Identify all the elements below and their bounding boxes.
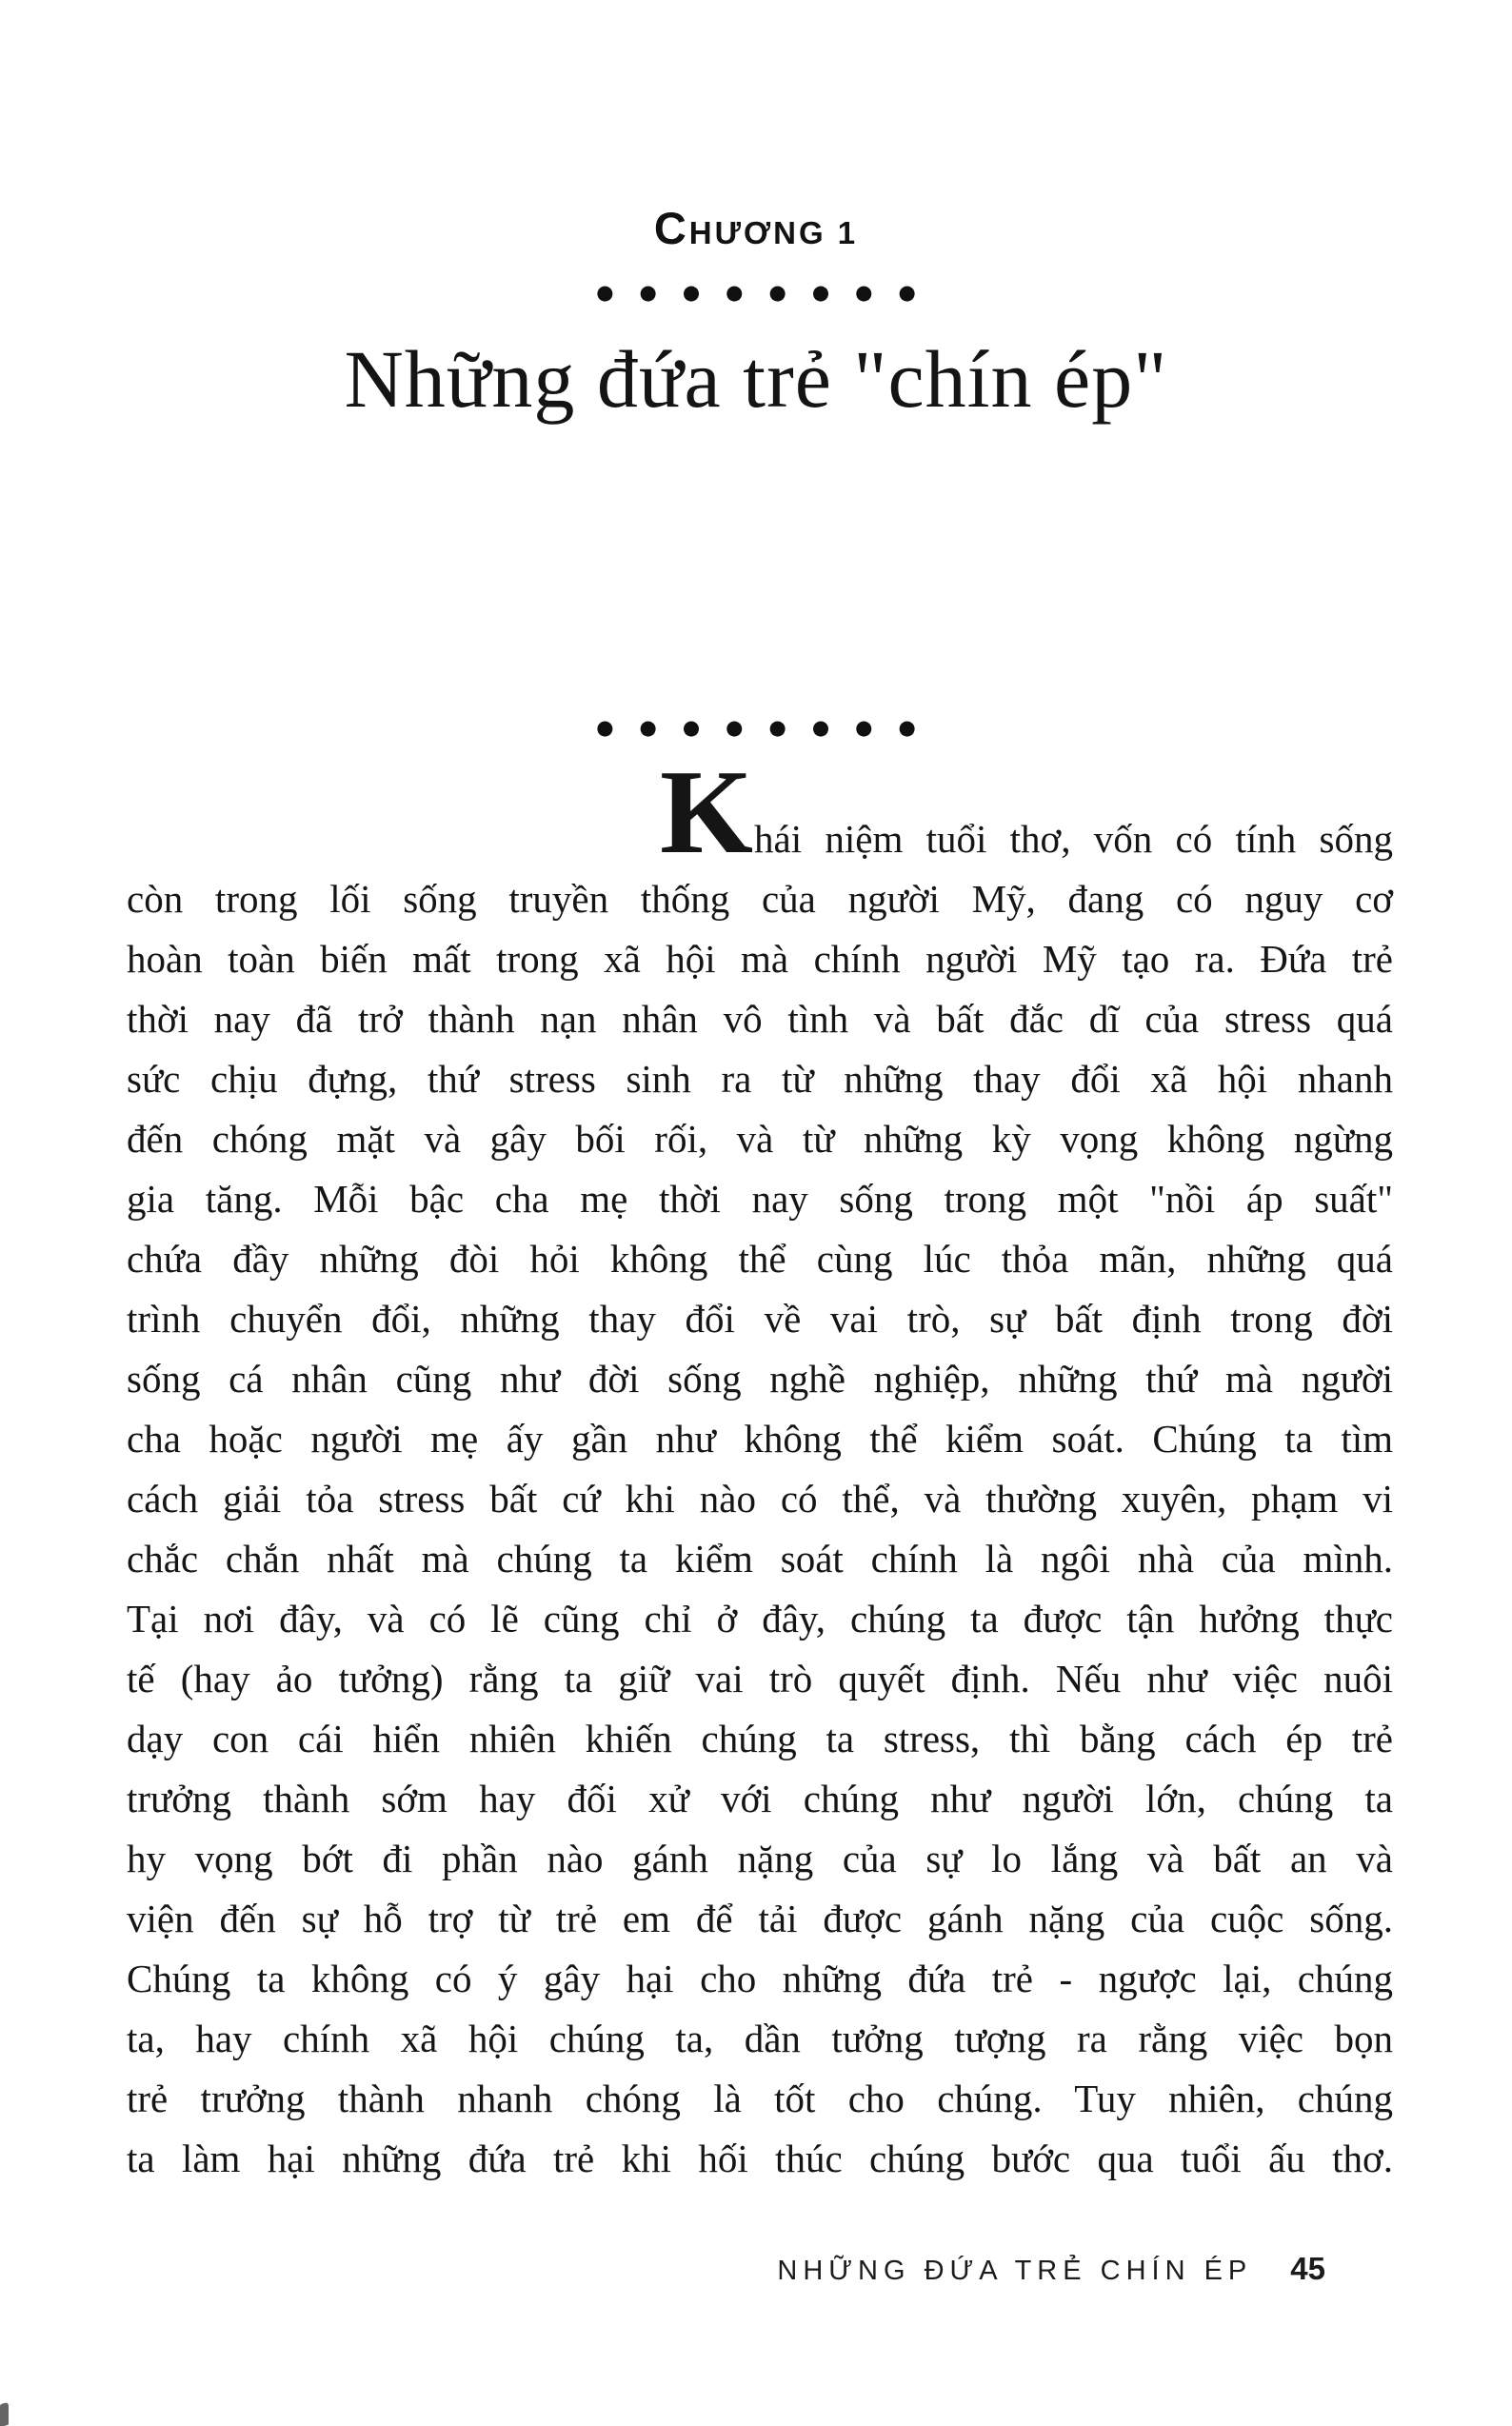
- paragraph-first-line: [127, 746, 1393, 879]
- page-number: 45: [1290, 2251, 1325, 2286]
- paragraph-line: hoàn toàn biến mất trong xã hội mà chính người Mỹ tạo ra. Đứa trẻ: [127, 937, 1393, 981]
- separator-dots-top: ●●●●●●●●: [596, 281, 942, 304]
- paragraph-line: hy vọng bớt đi phần nào gánh nặng của sự lo lắng và bất an và: [127, 1837, 1393, 1880]
- drop-cap: K: [660, 746, 752, 879]
- separator-dots-body: ●●●●●●●●: [596, 716, 942, 739]
- paragraph-line: sức chịu đựng, thứ stress sinh ra từ những thay đổi xã hội nhanh: [127, 1057, 1393, 1101]
- paragraph-first-line-text: hái niệm tuổi thơ, vốn có tính sống: [754, 817, 1393, 861]
- paragraph-line: dạy con cái hiển nhiên khiến chúng ta stress, thì bằng cách ép trẻ: [127, 1717, 1393, 1760]
- paragraph-line: chắc chắn nhất mà chúng ta kiểm soát chính là ngôi nhà của mình.: [127, 1537, 1393, 1581]
- paragraph-line: viện đến sự hỗ trợ từ trẻ em để tải được gánh nặng của cuộc sống.: [127, 1897, 1393, 1940]
- paragraph-line: còn trong lối sống truyền thống của người Mỹ, đang có nguy cơ: [127, 877, 1393, 921]
- paragraph-line: ta, hay chính xã hội chúng ta, dần tưởng tượng ra rằng việc bọn: [127, 2017, 1393, 2060]
- paragraph-lines: [127, 869, 1393, 2189]
- paragraph-line: chứa đầy những đòi hỏi không thể cùng lúc thỏa mãn, những quá: [127, 1237, 1393, 1281]
- paragraph-line: Tại nơi đây, và có lẽ cũng chỉ ở đây, chúng ta được tận hưởng thực: [127, 1597, 1393, 1641]
- paragraph-line: đến chóng mặt và gây bối rối, và từ những kỳ vọng không ngừng: [127, 1117, 1393, 1161]
- paragraph-line: tế (hay ảo tưởng) rằng ta giữ vai trò quyết định. Nếu như việc nuôi: [127, 1657, 1393, 1700]
- page-title: Những đứa trẻ "chín ép": [344, 333, 1168, 425]
- paragraph-line: trẻ trưởng thành nhanh chóng là tốt cho chúng. Tuy nhiên, chúng: [127, 2077, 1393, 2120]
- paragraph-line: ta làm hại những đứa trẻ khi hối thúc chúng bước qua tuổi ấu thơ.: [127, 2137, 1393, 2180]
- paragraph-line: trình chuyển đổi, những thay đổi về vai trò, sự bất định trong đời: [127, 1297, 1393, 1341]
- paragraph-line: trưởng thành sớm hay đối xử với chúng như người lớn, chúng ta: [127, 1777, 1393, 1820]
- paragraph-line: gia tăng. Mỗi bậc cha mẹ thời nay sống trong một "nồi áp suất": [127, 1177, 1393, 1221]
- paragraph-line: cha hoặc người mẹ ấy gần như không thể kiểm soát. Chúng ta tìm: [127, 1417, 1393, 1461]
- paragraph-line: cách giải tỏa stress bất cứ khi nào có thể, và thường xuyên, phạm vi: [127, 1477, 1393, 1521]
- chapter-label: CHƯƠNG 1: [653, 203, 859, 253]
- paragraph-line: Chúng ta không có ý gây hại cho những đứa trẻ - ngược lại, chúng: [127, 1957, 1393, 2000]
- footer-running-title: NHỮNG ĐỨA TRẺ CHÍN ÉP: [777, 2256, 1253, 2286]
- running-footer: [777, 2251, 1325, 2287]
- scan-corner-smudge: [0, 2402, 9, 2426]
- paragraph-line: thời nay đã trở thành nạn nhân vô tình và bất đắc dĩ của stress quá: [127, 997, 1393, 1041]
- paragraph-line: sống cá nhân cũng như đời sống nghề nghiệp, những thứ mà người: [127, 1357, 1393, 1401]
- body-paragraph: [127, 746, 1393, 2189]
